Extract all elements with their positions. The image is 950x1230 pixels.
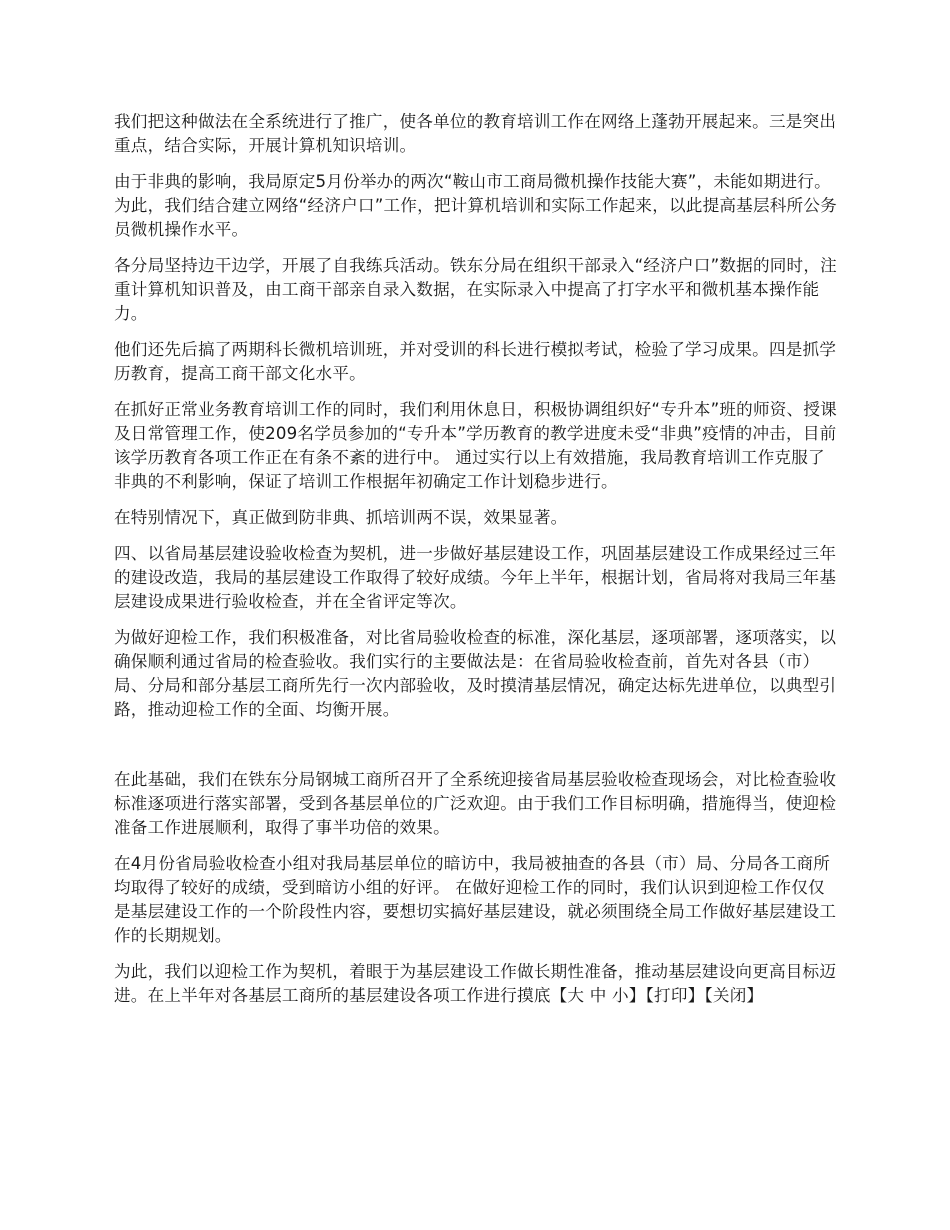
paragraph-10: 在4月份省局验收检查小组对我局基层单位的暗访中，我局被抽查的各县（市）局、分局各工商所均取得了较好的成绩，受到暗访小组的好评。 在做好迎检工作的同时，我们认识到迎检工作仅仅是基层建设工作的一个阶段性内容，要想切实搞好基层建设，就必须围绕全局工作做好基层建设工作的长期规划。 xyxy=(114,854,837,945)
section-gap xyxy=(114,734,838,768)
paragraph-3: 各分局坚持边干边学，开展了自我练兵活动。铁东分局在组织干部录入“经济户口”数据的同时，注重计算机知识普及，由工商干部亲自录入数据，在实际录入中提高了打字水平和微机基本操作能力。 xyxy=(114,256,837,323)
paragraph-4: 他们还先后搞了两期科长微机培训班，并对受训的科长进行模拟考试，检验了学习成果。四是抓学历教育，提高工商干部文化水平。 xyxy=(114,340,837,383)
paragraph-11: 为此，我们以迎检工作为契机，着眼于为基层建设工作做长期性准备，推动基层建设向更高目标迈进。在上半年对各基层工商所的基层建设各项工作进行摸底【大 中 小】【打印】【关闭】 xyxy=(114,962,837,1005)
paragraph-6: 在特别情况下，真正做到防非典、抓培训两不误，效果显著。 xyxy=(114,508,568,527)
document-body xyxy=(114,110,838,1020)
paragraph-1: 我们把这种做法在全系统进行了推广，使各单位的教育培训工作在网络上蓬勃开展起来。三是突出重点，结合实际，开展计算机知识培训。 xyxy=(114,112,837,155)
paragraph-7: 四、以省局基层建设验收检查为契机，进一步做好基层建设工作，巩固基层建设工作成果经过三年的建设改造，我局的基层建设工作取得了较好成绩。今年上半年，根据计划，省局将对我局三年基层建设成果进行验收检查，并在全省评定等次。 xyxy=(114,544,837,611)
paragraph-9: 在此基础，我们在铁东分局钢城工商所召开了全系统迎接省局基层验收检查现场会，对比检查验收标准逐项进行落实部署，受到各基层单位的广泛欢迎。由于我们工作目标明确，措施得当，使迎检准备工作进展顺利，取得了事半功倍的效果。 xyxy=(114,770,837,837)
paragraph-2: 由于非典的影响，我局原定5月份举办的两次“鞍山市工商局微机操作技能大赛”，未能如期进行。为此，我们结合建立网络“经济户口”工作，把计算机培训和实际工作起来，以此提高基层科所公务员微机操作水平。 xyxy=(114,172,837,239)
paragraph-8: 为做好迎检工作，我们积极准备，对比省局验收检查的标准，深化基层，逐项部署，逐项落实，以确保顺利通过省局的检查验收。我们实行的主要做法是：在省局验收检查前，首先对各县（市）局、分局和部分基层工商所先行一次内部验收，及时摸清基层情况，确定达标先进单位，以典型引路，推动迎检工作的全面、均衡开展。 xyxy=(114,628,837,719)
paragraph-5: 在抓好正常业务教育培训工作的同时，我们利用休息日，积极协调组织好“专升本”班的师资、授课及日常管理工作，使209名学员参加的“专升本”学历教育的教学进度未受“非典”疫情的冲击，目前该学历教育各项工作正在有条不紊的进行中。 通过实行以上有效措施，我局教育培训工作克服了非典的不利影响，保证了培训工作根据年初确定工作计划稳步进行。 xyxy=(114,400,837,491)
